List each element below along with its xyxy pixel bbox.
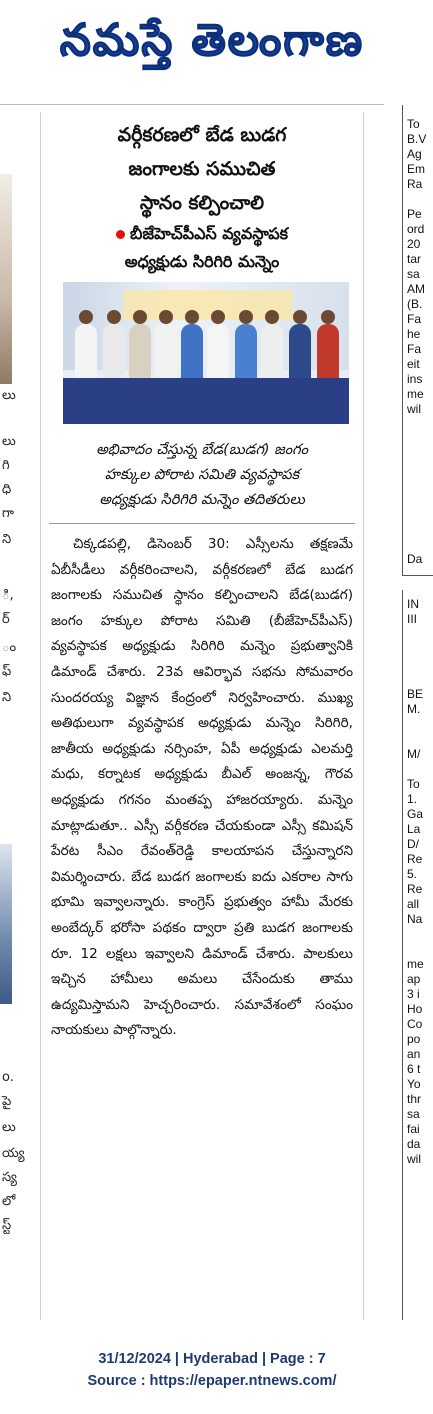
notice-text-line: M/ [407,747,421,761]
caption-line: అధ్యక్షుడు సిరిగిరి మన్నెం తదితరులు [99,492,305,508]
caption-line: అభివాదం చేస్తున్న బేడ(బుడగ) జంగం [96,442,308,458]
notice-text-line: wil [407,1152,421,1166]
photo-caption [55,438,349,513]
notice-text-line: sa [407,267,420,281]
notice-text-line: Fa [407,342,422,356]
left-text-fragment: పై [2,1094,12,1109]
notice-text-line: Pe [407,207,422,221]
notice-text-line: Na [407,912,423,926]
subhead-line: అధ్యక్షుడు సిరిగిరి మన్నెం [124,252,280,271]
notice-text-line: B.V [407,132,427,146]
notice-text-line: sa [407,1107,420,1121]
notice-text-line: Ag [407,147,422,161]
left-text-fragment: ధి [2,482,12,497]
notice-text-line: he [407,327,421,341]
footer-date-line: 31/12/2024 | Hyderabad | Page : 7 [98,1351,326,1367]
footer-source-line: Source : https://epaper.ntnews.com/ [87,1373,337,1389]
notice-text-line: 5. [407,867,418,881]
notice-text-line: 1. [407,792,418,806]
notice-text-line: tar [407,252,422,266]
notice-text-line: me [407,387,424,401]
notice-text-line: 6 t [407,1062,421,1076]
left-text-fragment: లు [2,1120,16,1135]
article-headline [49,118,355,220]
masthead [0,0,424,92]
notice-text-line: Ga [407,807,424,821]
notice-text-line: Em [407,162,425,176]
left-text-fragment: ం [2,640,17,655]
left-text-fragment: ర్ [2,612,10,627]
left-text-fragment: స్ట్ [2,1218,12,1233]
notice-text-line: me [407,957,424,971]
notice-text-line: IN [407,597,419,611]
news-article [40,112,364,1320]
notice-text-line: thr [407,1092,422,1106]
notice-text-line: Co [407,1017,423,1031]
notice-text-line: Yo [407,1077,421,1091]
headline-line: జంగాలకు సముచిత [128,158,276,180]
right-column-fragment [402,105,427,1320]
notice-text-line: Re [407,882,423,896]
notice-text-line: (B. [407,297,423,311]
left-text-fragment: లు [2,434,16,449]
left-text-fragment: ని [2,690,12,705]
notice-text-line: AM [407,282,425,296]
left-photo-fragment-2 [0,844,12,1004]
notice-text-line: Ra [407,177,423,191]
notice-text-line: Fa [407,312,422,326]
notice-text-line: an [407,1047,421,1061]
headline-line: వర్గీకరణలో బేడ బుడగ [117,124,287,146]
notice-text-line: 20 [407,237,421,251]
notice-text-line: po [407,1032,421,1046]
left-text-fragment: గా [2,506,14,521]
notice-text-line: fai [407,1122,420,1136]
notice-text-line: ord [407,222,425,236]
left-photo-fragment [0,174,12,384]
left-text-fragment: స్య [2,1170,17,1185]
notice-text-line: La [407,822,421,836]
article-photo [63,282,349,424]
notice-text-line: ins [407,372,423,386]
article-body: చిక్కడపల్లి, డిసెంబర్ 30: ఎస్సీలను తక్షణమే ఏబీసీడీలు వర్గీకరించాలని, వర్గీకరణలో బేడ బుడగ జంగాలకు సముచిత స్థానం కల్పించాలని బేడ(బుడగ) జంగం హక్కుల పోరాట సమితి (బీజేహెచ్‌పీఎస్) వ్యవస్థాపక అధ్యక్షుడు సిరిగిరి మన్నెం ప్రభుత్వానికి డిమాండ్ చేశారు. 23వ ఆవిర్భావ సభను సోమవారం సుందరయ్య విజ్ఞాన కేంద్రంలో నిర్వహించారు. ముఖ్య అతిథులుగా వ్యవస్థాపక అధ్యక్షుడు మన్నెం సిరిగిరి, జాతీయ అధ్యక్షుడు నర్సింహ, ఏపీ అధ్యక్షుడు ఎలమర్తి మధు, కర్నాటక అధ్యక్షుడు బీఎల్ అంజన్న, గౌరవ అధ్యక్షుడు గగనం మంతప్ప హాజరయ్యారు. మన్నెం మాట్లాడుతూ.. ఎస్సీ వర్గీకరణ చేయకుండా ఎస్సీ కమిషన్ పేరట సీఎం రేవంత్‌రెడ్డి కాలయాపన చేస్తున్నారని విమర్శించారు. బేడ బుడగ జంగాలకు ఐదు ఎకరాల సాగు భూమి ఇవ్వాలన్నారు. కాంగ్రెస్ ప్రభుత్వం హామీ మేరకు అంబేద్కర్ భరోసా పథకం ద్వారా ప్రతి బుడగ జంగాలకు రూ. 12 లక్షలు ఇవ్వాలని డిమాండ్ చేశారు. పాలకులు ఇచ్చిన హామీలు అమలు చేసేందుకు తాము ఉద్యమిస్తామని హెచ్చరించారు. సమావేశంలో సంఘం నాయకులు పాల్గొన్నారు. [51,536,353,1039]
notice-text-line: eit [407,357,420,371]
left-text-fragment: య్య [2,1146,25,1161]
red-bullet-icon [116,230,125,239]
left-text-fragment: గి [2,458,10,473]
caption-line: హక్కుల పోరాట సమితి వ్యవస్థాపక [104,467,300,483]
left-text-fragment: లు [2,388,16,403]
notice-text-line: M. [407,702,421,716]
top-rule [0,104,384,105]
notice-text-line: Ho [407,1002,423,1016]
notice-text-line: 3 i [407,987,420,1001]
newspaper-logo: నమస్తే తెలంగాణ [59,15,365,66]
notice-text-line: da [407,1137,421,1151]
left-text-fragment: ి, [2,588,14,603]
notice-text-line: all [407,897,420,911]
left-text-fragment: o. [2,1070,14,1085]
headline-line: స్థానం కల్పించాలి [139,192,265,214]
notice-text-line: ap [407,972,421,986]
page-footer [0,1348,424,1392]
left-column-fragment [0,112,26,1322]
left-text-fragment: ఫ్ [2,664,12,679]
article-subhead [51,220,353,276]
notice-text-line: D/ [407,837,419,851]
left-text-fragment: ని [2,532,12,547]
left-text-fragment: లో [2,1194,16,1209]
caption-divider [49,523,355,524]
notice-text-line: III [407,612,418,626]
notice-text-line: Re [407,852,423,866]
notice-text-line: BE [407,687,424,701]
subhead-line: బీజేహెచ్‌పీఎస్ వ్యవస్థాపక [130,224,288,243]
notice-text-line: wil [407,402,421,416]
notice-text-line: Da [407,552,423,566]
notice-text-line: To [407,117,420,131]
notice-text-line: To [407,777,420,791]
